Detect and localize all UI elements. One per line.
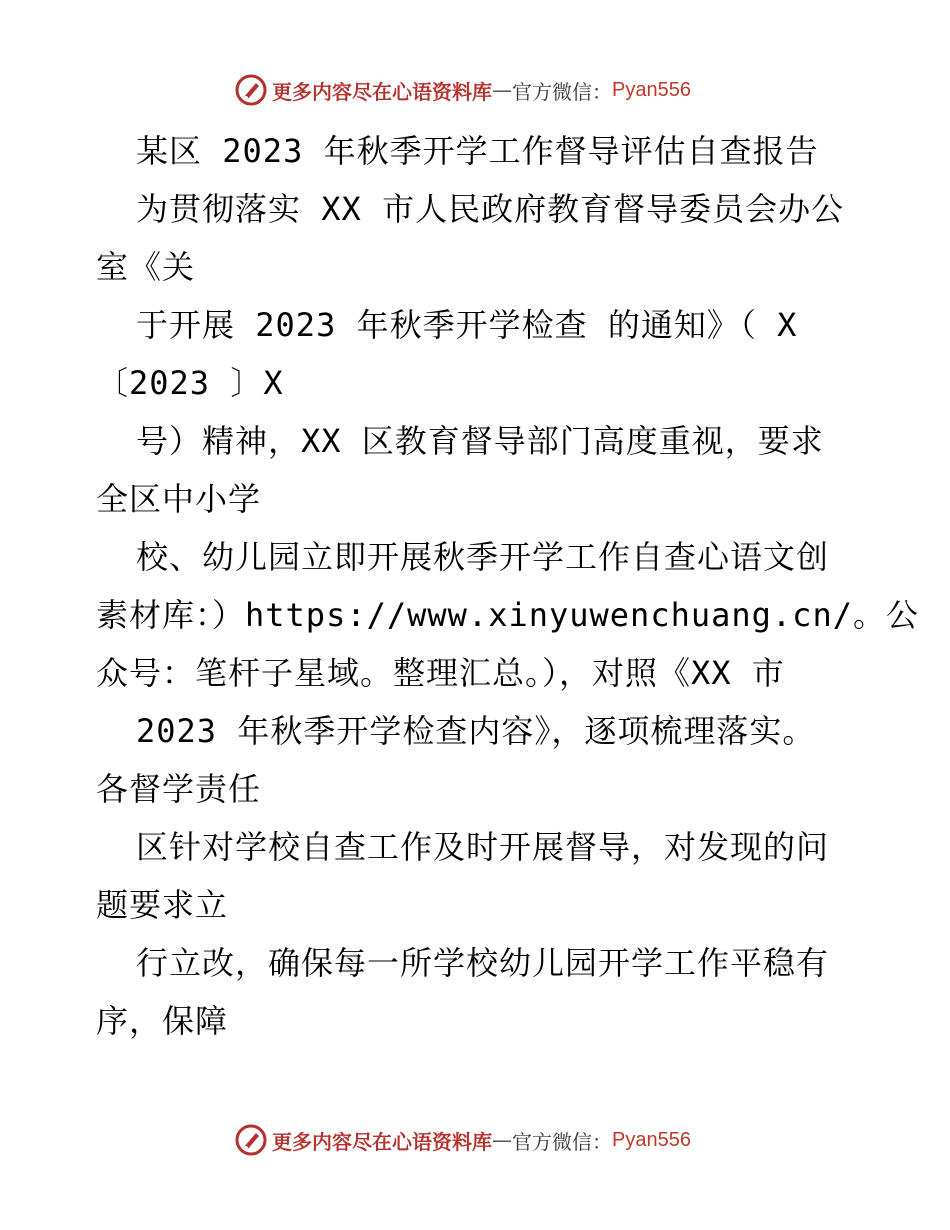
pen-nib-icon (234, 73, 268, 107)
doc-line: 全区中小学 (96, 480, 262, 518)
doc-line: 各督学责任 (96, 770, 262, 808)
watermark-dash: — (492, 1128, 512, 1152)
footer-watermark (234, 1122, 691, 1158)
watermark-wechat-label: 官方微信： (512, 1129, 612, 1154)
doc-line: 号）精神，XX 区教育督导部门高度重视，要求 (136, 422, 824, 460)
doc-line: 〔2023 〕X (96, 364, 284, 402)
doc-line: 题要求立 (96, 886, 229, 924)
doc-line: 为贯彻落实 XX 市人民政府教育督导委员会办公 (136, 190, 845, 228)
doc-line: 校、幼儿园立即开展秋季开学工作自查心语文创 (136, 538, 830, 576)
doc-line: 素材库：）https://www.xinyuwenchuang.cn/。公 (96, 596, 919, 634)
pen-nib-icon (234, 1123, 268, 1157)
watermark-wechat-id: Pyan556 (612, 1128, 691, 1151)
doc-line: 序，保障 (96, 1002, 229, 1040)
header-watermark (234, 72, 691, 108)
watermark-brand: 更多内容尽在心语资料库 (272, 1129, 492, 1154)
doc-line: 2023 年秋季开学检查内容》，逐项梳理落实。 (136, 712, 816, 750)
document-body (96, 122, 919, 1050)
doc-line: 行立改，确保每一所学校幼儿园开学工作平稳有 (136, 944, 830, 982)
doc-line: 于开展 2023 年秋季开学检查 的通知》（ X (136, 306, 798, 344)
watermark-wechat-id: Pyan556 (612, 78, 691, 101)
watermark-wechat-label: 官方微信： (512, 79, 612, 104)
watermark-dash: — (492, 78, 512, 102)
doc-line: 区针对学校自查工作及时开展督导，对发现的问 (136, 828, 830, 866)
doc-line: 室《关 (96, 248, 196, 286)
doc-line: 众号：笔杆子星域。整理汇总。），对照《XX 市 (96, 654, 785, 692)
watermark-brand: 更多内容尽在心语资料库 (272, 79, 492, 104)
doc-title: 某区 2023 年秋季开学工作督导评估自查报告 (136, 132, 819, 170)
